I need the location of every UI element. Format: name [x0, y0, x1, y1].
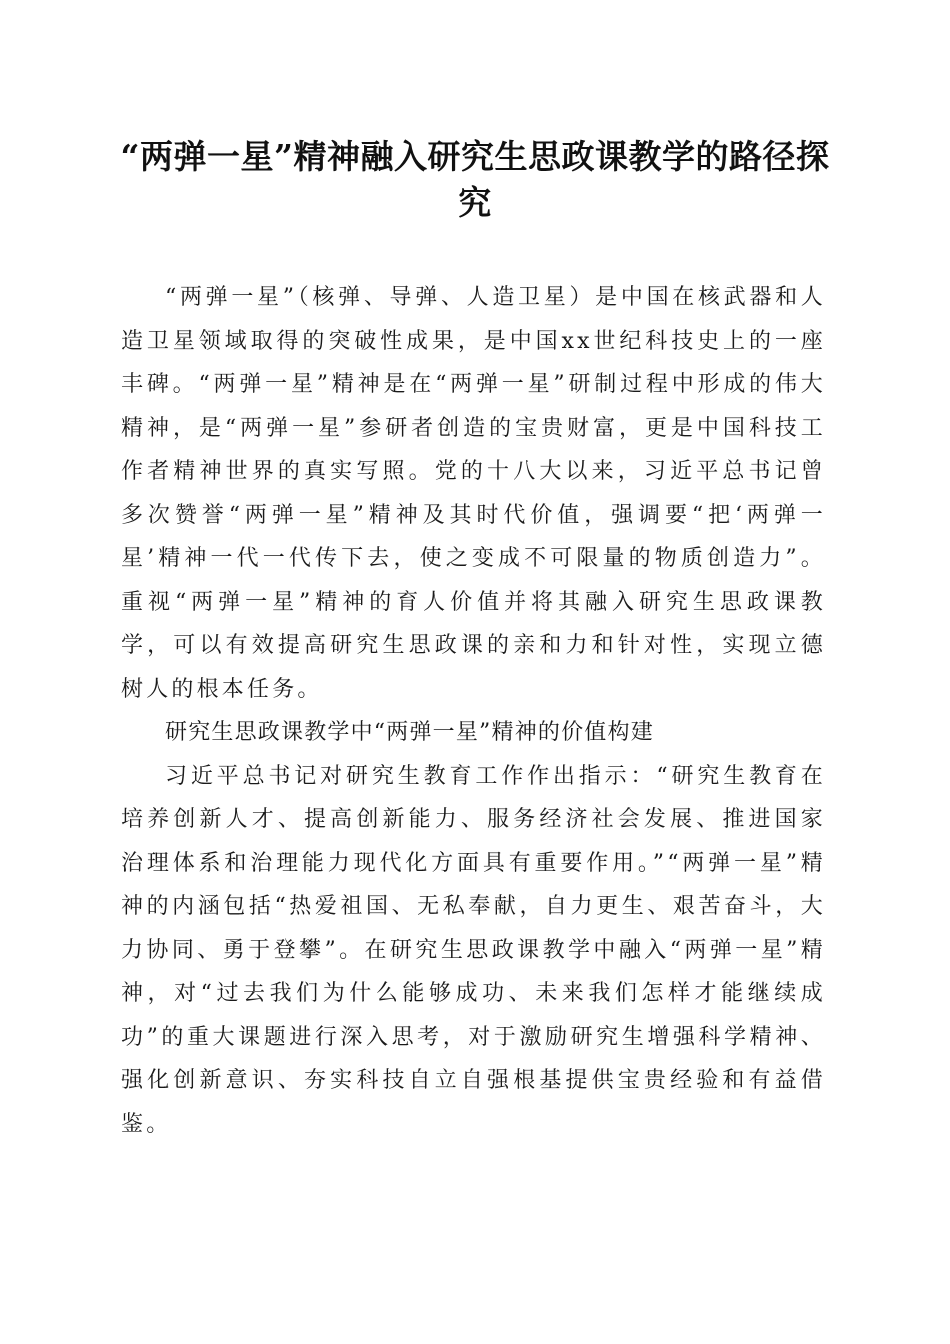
paragraph-value: 习近平总书记对研究生教育工作作出指示：“研究生教育在培养创新人才、提高创新能力、服务经济社会发展、推进国家治理体系和治理能力现代化方面具有重要作用。”“两弹一星”精神的内涵包括“热爱祖国、无私奉献，自力更生、艰苦奋斗，大力协同、勇于登攀”。在研究生思政课教学中融入“两弹一星”精神，对“过去我们为什么能够成功、未来我们怎样才能继续成功”的重大课题进行深入思考，对于激励研究生增强科学精神、强化创新意识、夯实科技自立自强根基提供宝贵经验和有益借鉴。 — [121, 763, 826, 1137]
document-title: “两弹一星”精神融入研究生思政课教学的路径探究 — [120, 137, 830, 222]
document-body — [121, 276, 826, 1146]
paragraph-intro: “两弹一星”（核弹、导弹、人造卫星）是中国在核武器和人造卫星领域取得的突破性成果，是中国xx世纪科技史上的一座丰碑。“两弹一星”精神是在“两弹一星”研制过程中形成的伟大精神，是“两弹一星”参研者创造的宝贵财富，更是中国科技工作者精神世界的真实写照。党的十八大以来，习近平总书记曾多次赞誉“两弹一星”精神及其时代价值，强调要“把‘两弹一星’精神一代一代传下去，使之变成不可限量的物质创造力”。重视“两弹一星”精神的育人价值并将其融入研究生思政课教学，可以有效提高研究生思政课的亲和力和针对性，实现立德树人的根本任务。 — [121, 285, 826, 702]
section-heading: 研究生思政课教学中“两弹一星”精神的价值构建 — [165, 720, 654, 745]
